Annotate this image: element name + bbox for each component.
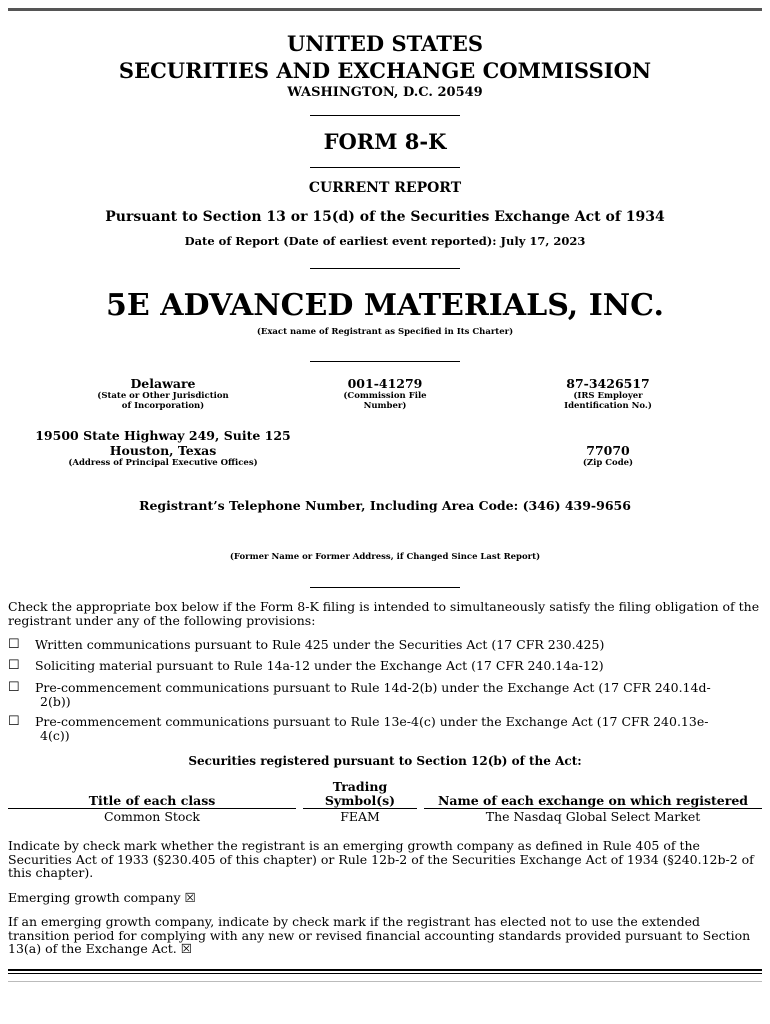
divider	[310, 587, 460, 588]
divider	[310, 268, 460, 269]
divider	[310, 361, 460, 362]
registrant-name: 5E ADVANCED MATERIALS, INC.	[106, 288, 664, 323]
col-header-title: Title of each class	[88, 793, 216, 808]
col-header-exchange: Name of each exchange on which registered	[437, 793, 749, 808]
date-of-report: Date of Report (Date of earliest event reported): July 17, 2023	[184, 234, 586, 248]
header-united-states: UNITED STATES	[286, 31, 484, 56]
filing-option-label: Written communications pursuant to Rule 425 under the Securities Act (17 CFR 230.425)	[35, 637, 605, 652]
table-cell-symbol: FEAM	[340, 809, 380, 824]
table-cell-exchange: The Nasdaq Global Select Market	[485, 809, 701, 824]
top-border	[8, 8, 762, 11]
page-separator	[8, 981, 762, 982]
irs-value: 87-3426517	[566, 376, 650, 391]
filing-option-label: Pre-commencement communications pursuant to Rule 14d-2(b) under the Exchange Act (17 CFR 240.14d-	[35, 680, 711, 695]
registrant-name-caption: (Exact name of Registrant as Specified in Its Charter)	[256, 327, 514, 337]
state-caption: of Incorporation)	[121, 401, 205, 411]
zip-caption: (Zip Code)	[582, 458, 634, 468]
address-line: Houston, Texas	[109, 443, 217, 458]
checkbox-icon[interactable]: ☐	[8, 658, 20, 673]
table-cell-title: Common Stock	[103, 809, 201, 824]
file-number-caption: Number)	[363, 401, 407, 411]
filing-option-label: Pre-commencement communications pursuant to Rule 13e-4(c) under the Exchange Act (17 CFR 240.13e-	[35, 714, 709, 729]
checkbox-icon[interactable]: ☐	[8, 680, 20, 695]
address-line: 19500 State Highway 249, Suite 125	[35, 428, 291, 443]
file-number-block	[285, 377, 485, 411]
file-number-value: 001-41279	[347, 376, 423, 391]
filing-option	[35, 681, 745, 708]
divider	[310, 115, 460, 116]
divider	[310, 167, 460, 168]
address-caption: (Address of Principal Executive Offices)	[68, 458, 258, 468]
irs-block	[508, 377, 708, 411]
transition-period-text: If an emerging growth company, indicate by check mark if the registrant has elected not to use the extended transition period for complying with any new or revised financial accounting standards provided pursuant to Section 13(a) of the Exchange Act. ☒	[8, 914, 751, 956]
bottom-border	[8, 973, 762, 974]
col-header-symbol	[303, 780, 417, 808]
filing-option-label: 2(b))	[40, 693, 71, 709]
filing-option	[35, 659, 745, 673]
filing-option	[35, 638, 745, 652]
address-block	[13, 428, 313, 469]
filing-option-label: Soliciting material pursuant to Rule 14a-12 under the Exchange Act (17 CFR 240.14a-12)	[35, 658, 604, 673]
emerging-growth-label: Emerging growth company ☒	[8, 890, 196, 905]
header-washington: WASHINGTON, D.C. 20549	[287, 85, 483, 100]
col-header-symbol-line: Trading	[332, 779, 388, 794]
pursuant-text: Pursuant to Section 13 or 15(d) of the Securities Exchange Act of 1934	[105, 209, 665, 225]
telephone: Registrant’s Telephone Number, Including Area Code: (346) 439-9656	[139, 498, 631, 513]
file-number-caption: (Commission File	[343, 391, 427, 401]
bottom-border	[8, 969, 762, 971]
irs-caption: (IRS Employer	[573, 391, 643, 401]
form-title: FORM 8-K	[323, 129, 447, 154]
zip-block	[508, 443, 708, 469]
header-commission: SECURITIES AND EXCHANGE COMMISSION	[118, 58, 652, 83]
securities-heading: Securities registered pursuant to Section 12(b) of the Act:	[188, 754, 582, 768]
former-name-caption: (Former Name or Former Address, if Changed Since Last Report)	[229, 552, 541, 562]
col-header-symbol-line: Symbol(s)	[324, 793, 396, 808]
irs-caption: Identification No.)	[564, 401, 652, 411]
zip-value: 77070	[586, 443, 630, 458]
checkbox-icon[interactable]: ☐	[8, 637, 20, 652]
emerging-indicate: Indicate by check mark whether the registrant is an emerging growth company as defined in Rule 405 of the Securities Act of 1933 (§230.405 of this chapter) or Rule 12b-2 of the Securities Exchange Act of 1934 (§240.12b-2 of this chapter).	[8, 838, 754, 880]
state-value: Delaware	[130, 376, 196, 391]
state-caption: (State or Other Jurisdiction	[97, 391, 229, 401]
report-type: CURRENT REPORT	[308, 180, 462, 196]
filing-intro: Check the appropriate box below if the Form 8-K filing is intended to simultaneously satisfy the filing obligation of the registrant under any of the following provisions:	[8, 599, 760, 628]
state-block	[63, 377, 263, 411]
filing-option	[35, 715, 745, 742]
checkbox-icon[interactable]: ☐	[8, 714, 20, 729]
filing-option-label: 4(c))	[40, 727, 70, 743]
